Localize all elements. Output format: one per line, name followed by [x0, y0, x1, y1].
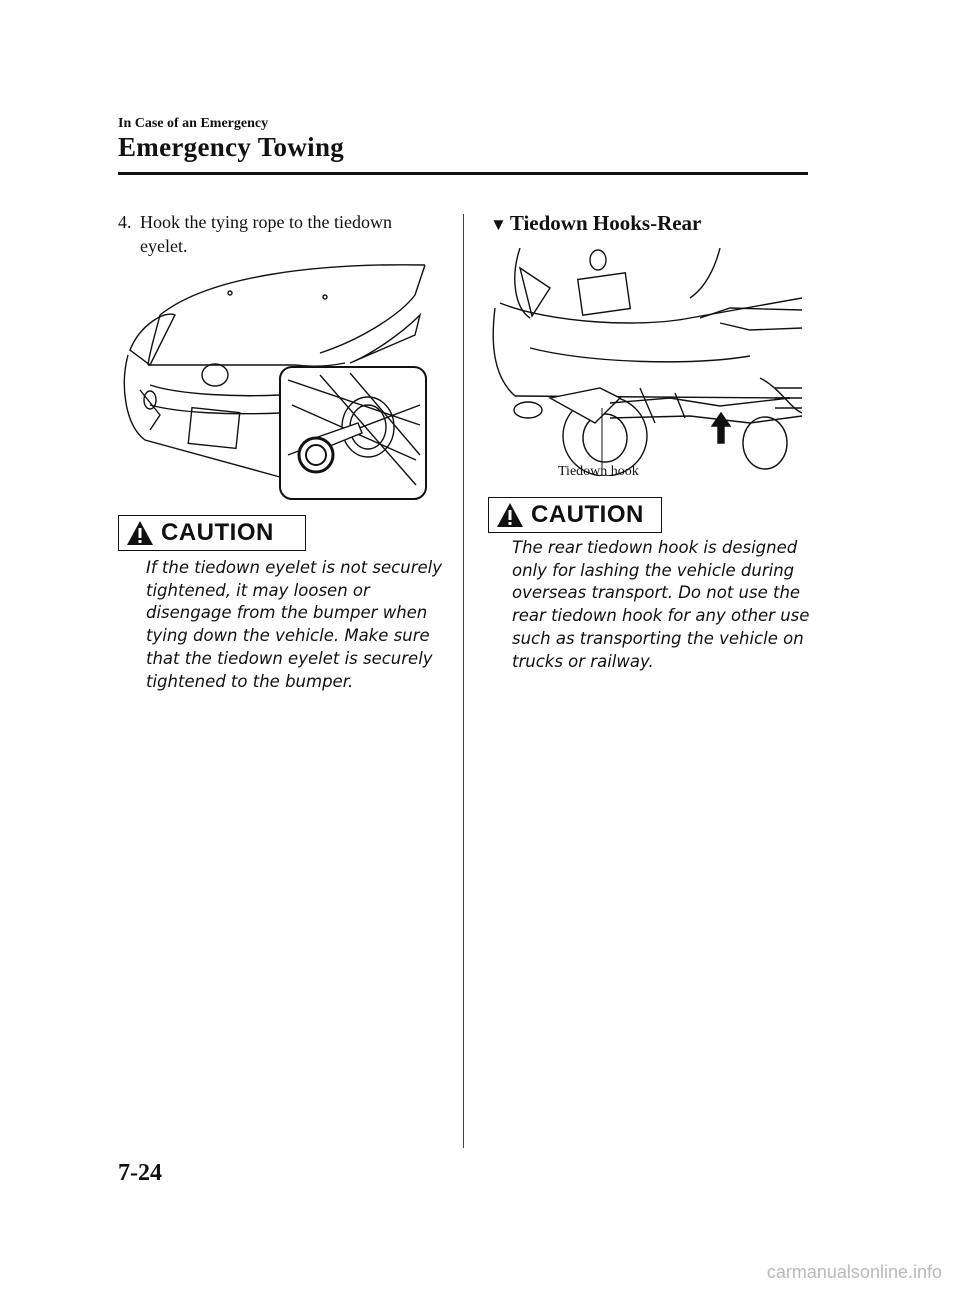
watermark: carmanualsonline.info [766, 1262, 942, 1282]
step-number: 4. [118, 212, 132, 232]
figure-caption: Tiedown hook [558, 464, 639, 479]
section-label: In Case of an Emergency [118, 116, 269, 131]
warning-triangle-icon [125, 519, 155, 547]
caution-text-left: If the tiedown eyelet is not securely tightened, it may loosen or disengage from the bumper when tying down the vehicle. Make sure that the tiedown eyelet is securely tightened to the bumper. [146, 558, 442, 691]
caution-text-right: The rear tiedown hook is designed only for lashing the vehicle during overseas transport. Do not use the rear tiedown hook for any other use such as transporting the vehicle on trucks or railway. [512, 538, 810, 671]
subheading-text: Tiedown Hooks-Rear [509, 211, 702, 235]
column-divider [463, 214, 464, 1148]
title-rule [118, 172, 808, 175]
warning-triangle-icon [495, 501, 525, 529]
page-number: 7-24 [118, 1160, 162, 1186]
rear-tiedown-hook-illustration [490, 248, 802, 476]
caution-label: CAUTION [531, 501, 644, 528]
caution-label: CAUTION [161, 519, 274, 546]
subheading-rear-hooks [490, 211, 701, 236]
front-tiedown-eyelet-illustration [120, 255, 440, 505]
step-4 [118, 210, 438, 258]
page-title: Emergency Towing [118, 132, 345, 162]
step-text: Hook the tying rope to the tiedown eyelet. [140, 212, 392, 256]
caution-box-left [118, 515, 306, 551]
down-triangle-icon: ▼ [490, 215, 507, 234]
caution-box-right [488, 497, 662, 533]
